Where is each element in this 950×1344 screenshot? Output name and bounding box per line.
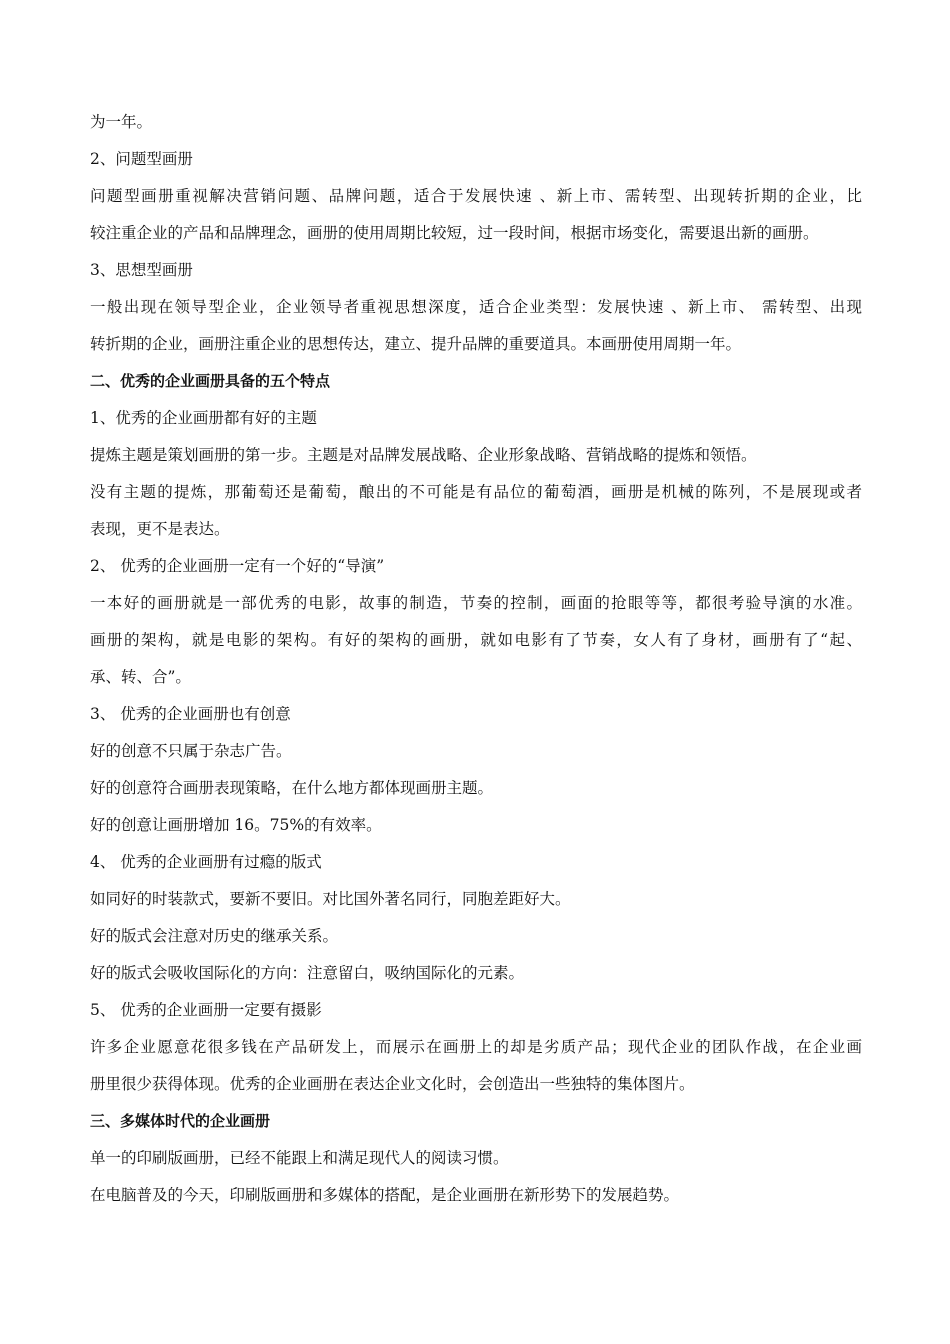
paragraph-line: 如同好的时装款式，要新不要旧。对比国外著名同行，同胞差距好大。 [90, 890, 571, 908]
subheading-feature-2: 2、 优秀的企业画册一定有一个好的“导演” [90, 557, 385, 575]
subheading-feature-5: 5、 优秀的企业画册一定要有摄影 [90, 1001, 322, 1019]
paragraph-line: 没有主题的提炼，那葡萄还是葡萄，酿出的不可能是有品位的葡萄酒，画册是机械的陈列，不是展现或者 [90, 483, 862, 501]
subheading-feature-4: 4、 优秀的企业画册有过瘾的版式 [90, 853, 322, 871]
section-heading-five-features: 二、优秀的企业画册具备的五个特点 [90, 372, 331, 390]
document-page [90, 113, 862, 1223]
paragraph-line: 单一的印刷版画册，已经不能跟上和满足现代人的阅读习惯。 [90, 1149, 509, 1167]
paragraph-line: 提炼主题是策划画册的第一步。主题是对品牌发展战略、企业形象战略、营销战略的提炼和领悟。 [90, 446, 757, 464]
subheading-problem-brochure: 2、问题型画册 [90, 150, 193, 168]
paragraph-line: 好的版式会吸收国际化的方向：注意留白，吸纳国际化的元素。 [90, 964, 525, 982]
paragraph-line: 问题型画册重视解决营销问题、品牌问题，适合于发展快速 、新上市、需转型、出现转折期的企业，比 [90, 187, 862, 205]
subheading-feature-3: 3、 优秀的企业画册也有创意 [90, 705, 291, 723]
paragraph-line: 一本好的画册就是一部优秀的电影，故事的制造，节奏的控制，画面的抢眼等等，都很考验导演的水准。 [90, 594, 862, 612]
paragraph-line: 画册的架构，就是电影的架构。有好的架构的画册，就如电影有了节奏，女人有了身材，画册有了“起、 [90, 631, 862, 649]
section-heading-multimedia: 三、多媒体时代的企业画册 [90, 1112, 271, 1130]
subheading-feature-1: 1、优秀的企业画册都有好的主题 [90, 409, 317, 427]
paragraph-line: 承、转、合”。 [90, 668, 191, 686]
paragraph-line: 好的创意不只属于杂志广告。 [90, 742, 292, 760]
paragraph-line: 好的版式会注意对历史的继承关系。 [90, 927, 339, 945]
paragraph-line: 一般出现在领导型企业，企业领导者重视思想深度，适合企业类型：发展快速 、新上市、 需转型、出现 [90, 298, 862, 316]
paragraph-continuation: 为一年。 [90, 113, 153, 131]
paragraph-line: 册里很少获得体现。优秀的企业画册在表达企业文化时，会创造出一些独特的集体图片。 [90, 1075, 695, 1093]
paragraph-line: 转折期的企业，画册注重企业的思想传达，建立、提升品牌的重要道具。本画册使用周期一年。 [90, 335, 742, 353]
paragraph-line: 许多企业愿意花很多钱在产品研发上，而展示在画册上的却是劣质产品；现代企业的团队作战，在企业画 [90, 1038, 862, 1056]
paragraph-line: 在电脑普及的今天，印刷版画册和多媒体的搭配，是企业画册在新形势下的发展趋势。 [90, 1186, 680, 1204]
paragraph-line: 较注重企业的产品和品牌理念，画册的使用周期比较短，过一段时间，根据市场变化，需要退出新的画册。 [90, 224, 819, 242]
paragraph-line: 好的创意让画册增加 16。75%的有效率。 [90, 816, 382, 834]
paragraph-line: 表现，更不是表达。 [90, 520, 230, 538]
paragraph-line: 好的创意符合画册表现策略，在什么地方都体现画册主题。 [90, 779, 494, 797]
subheading-idea-brochure: 3、思想型画册 [90, 261, 193, 279]
